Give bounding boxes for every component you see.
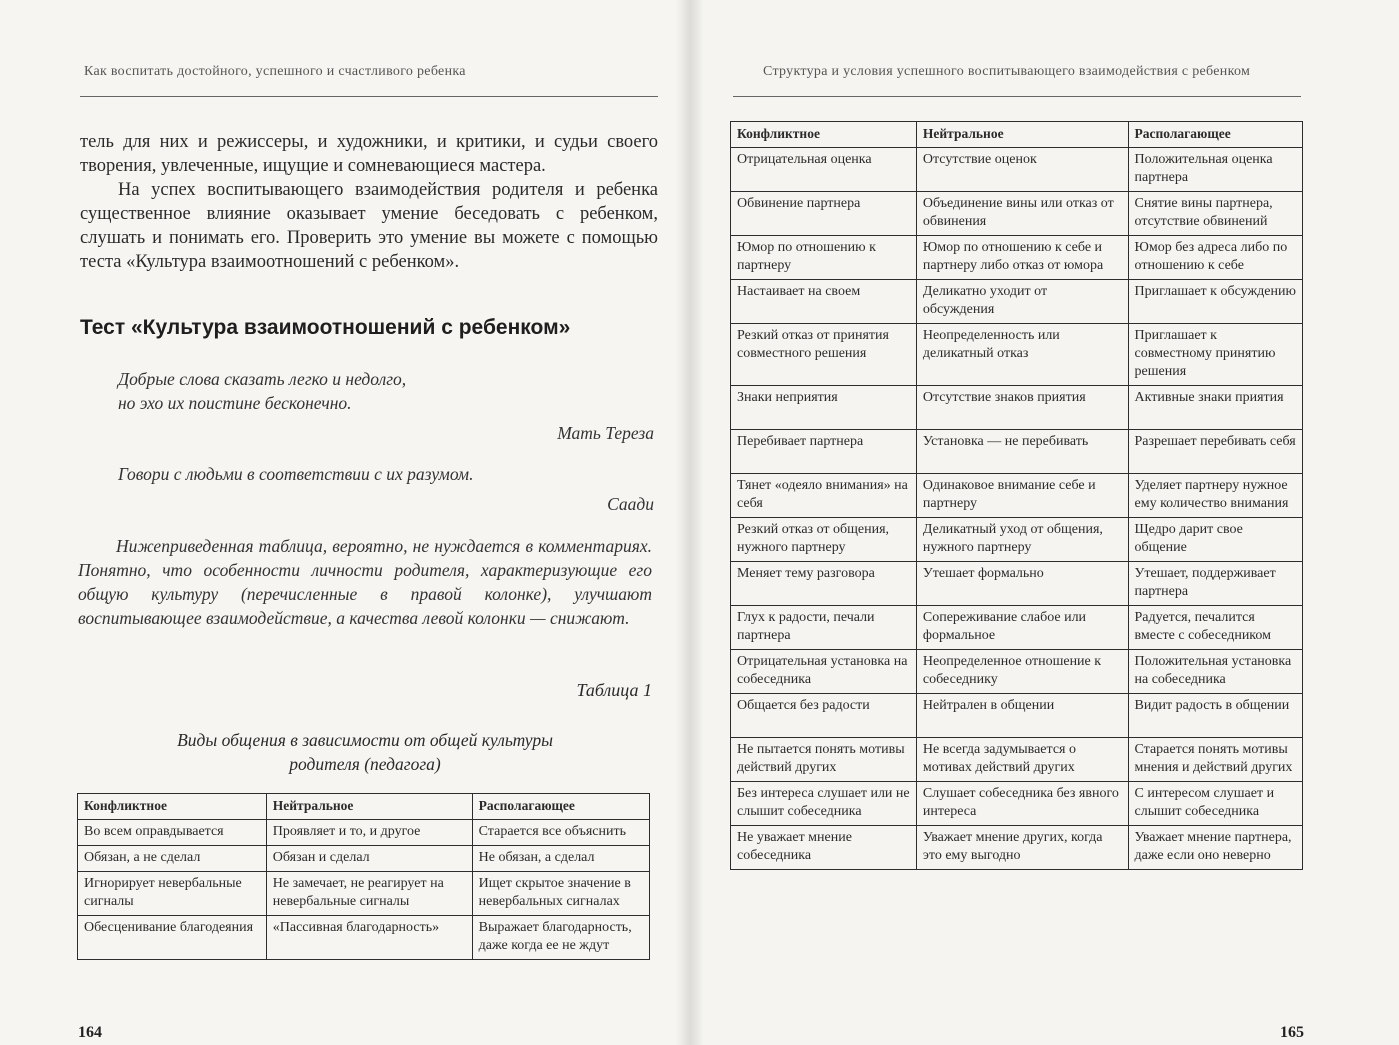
header-neutral: Нейтральное: [266, 794, 472, 820]
table-cell: Не замечает, не реагирует на невербальные сигналы: [266, 872, 472, 916]
table-cell: Резкий отказ от принятия совместного решения: [731, 324, 917, 386]
table-cell: Нейтрален в общении: [916, 694, 1128, 738]
epigraph-2-author: Саади: [607, 494, 654, 514]
table-cell: Проявляет и то, и другое: [266, 820, 472, 846]
table-cell: Приглашает к обсуждению: [1128, 280, 1302, 324]
epigraph-2-line-1: Говори с людьми в соответствии с их разумом.: [118, 464, 474, 484]
table-row: [78, 820, 650, 846]
table-cell: Юмор без адреса либо по отношению к себе: [1128, 236, 1302, 280]
header-neutral: Нейтральное: [916, 122, 1128, 148]
test-heading: Тест «Культура взаимоотношений с ребенком»: [80, 316, 571, 339]
table-caption-line-2: родителя (педагога): [289, 754, 441, 774]
table-cell: Утешает, поддерживает партнера: [1128, 562, 1302, 606]
table-row: [78, 872, 650, 916]
table-cell: Перебивает партнера: [731, 430, 917, 474]
table-cell: Обесценивание благодеяния: [78, 916, 267, 960]
table-cell: Одинаковое внимание себе и партнеру: [916, 474, 1128, 518]
table-cell: Слушает собеседника без явного интереса: [916, 782, 1128, 826]
table-cell: Не обязан, а сделал: [472, 846, 649, 872]
table-cell: Тянет «одеяло внимания» на себя: [731, 474, 917, 518]
table-cell: Игнорирует невербальные сигналы: [78, 872, 267, 916]
table-cell: Старается все объяснить: [472, 820, 649, 846]
table-header-row: [78, 794, 650, 820]
left-communication-table: [77, 793, 650, 960]
left-page-number: 164: [78, 1024, 102, 1041]
table-header-row: [731, 122, 1303, 148]
table-row: [731, 324, 1303, 386]
table-cell: Настаивает на своем: [731, 280, 917, 324]
table-cell: Обязан, а не сделал: [78, 846, 267, 872]
header-friendly: Располагающее: [472, 794, 649, 820]
table-cell: Не уважает мнение собеседника: [731, 826, 917, 870]
table-row: [731, 192, 1303, 236]
right-header-rule: [733, 96, 1301, 97]
table-cell: Юмор по отношению к партнеру: [731, 236, 917, 280]
table-cell: Обязан и сделал: [266, 846, 472, 872]
right-running-head: Структура и условия успешного воспитывающего взаимодействия с ребенком: [763, 64, 1251, 79]
right-page-number: 165: [1280, 1024, 1304, 1041]
table-cell: Обвинение партнера: [731, 192, 917, 236]
header-conflict: Конфликтное: [731, 122, 917, 148]
table-row: [731, 148, 1303, 192]
table-cell: Разрешает перебивать себя: [1128, 430, 1302, 474]
book-gutter: [676, 0, 704, 1045]
table-cell: Приглашает к совместному принятию решения: [1128, 324, 1302, 386]
table-caption: [130, 728, 600, 776]
left-running-head: Как воспитать достойного, успешного и счастливого ребенка: [84, 64, 466, 79]
table-cell: Выражает благодарность, даже когда ее не ждут: [472, 916, 649, 960]
table-row: [731, 518, 1303, 562]
table-cell: Во всем оправдывается: [78, 820, 267, 846]
intro-paragraph: Нижеприведенная таблица, вероятно, не нуждается в комментариях. Понятно, что особенности личности родителя, характеризующие его общую культуру (перечисленные в правой колонке), улучшают воспитывающее взаимодействие, а качества левой колонки — снижают.: [78, 536, 652, 628]
table-cell: С интересом слушает и слышит собеседника: [1128, 782, 1302, 826]
table-row: [731, 474, 1303, 518]
table-cell: Юмор по отношению к себе и партнеру либо отказ от юмора: [916, 236, 1128, 280]
table-cell: Знаки неприятия: [731, 386, 917, 430]
table-caption-line-1: Виды общения в зависимости от общей культуры: [177, 730, 553, 750]
table-cell: Не всегда задумывается о мотивах действий других: [916, 738, 1128, 782]
table-label: Таблица 1: [576, 680, 652, 700]
table-cell: Уважает мнение других, когда это ему выгодно: [916, 826, 1128, 870]
epigraph-2: [118, 462, 654, 516]
table-cell: Отрицательная установка на собеседника: [731, 650, 917, 694]
body-paragraph-2: На успех воспитывающего взаимодействия родителя и ребенка существенное влияние оказывает умение беседовать с ребенком, слушать и понимать его. Проверить это умение вы можете с помощью теста «Культура взаимоотношений с ребенком».: [80, 180, 658, 272]
table-cell: Щедро дарит свое общение: [1128, 518, 1302, 562]
table-cell: Деликатный уход от общения, нужного партнеру: [916, 518, 1128, 562]
table-cell: Без интереса слушает или не слышит собеседника: [731, 782, 917, 826]
table-cell: Радуется, печалится вместе с собеседником: [1128, 606, 1302, 650]
epigraph-1: [118, 367, 654, 445]
table-cell: Неопределенность или деликатный отказ: [916, 324, 1128, 386]
table-row: [731, 650, 1303, 694]
epigraph-1-line-1: Добрые слова сказать легко и недолго,: [118, 369, 407, 389]
table-row: [78, 916, 650, 960]
table-cell: Видит радость в общении: [1128, 694, 1302, 738]
table-cell: Ищет скрытое значение в невербальных сигналах: [472, 872, 649, 916]
header-conflict: Конфликтное: [78, 794, 267, 820]
table-cell: Меняет тему разговора: [731, 562, 917, 606]
table-cell: Деликатно уходит от обсуждения: [916, 280, 1128, 324]
table-cell: Неопределенное отношение к собеседнику: [916, 650, 1128, 694]
table-cell: Объединение вины или отказ от обвинения: [916, 192, 1128, 236]
table-row: [731, 826, 1303, 870]
header-friendly: Располагающее: [1128, 122, 1302, 148]
table-row: [731, 694, 1303, 738]
table-cell: Снятие вины партнера, отсутствие обвинений: [1128, 192, 1302, 236]
body-paragraph-1: тель для них и режиссеры, и художники, и критики, и судьи своего творения, увлеченные, ищущие и сомневающиеся мастера.: [80, 132, 658, 176]
table-row: [78, 846, 650, 872]
table-cell: Не пытается понять мотивы действий других: [731, 738, 917, 782]
epigraph-1-author: Мать Тереза: [557, 423, 654, 443]
table-row: [731, 562, 1303, 606]
table-cell: Глух к радости, печали партнера: [731, 606, 917, 650]
table-cell: Сопереживание слабое или формальное: [916, 606, 1128, 650]
table-cell: Старается понять мотивы мнения и действий других: [1128, 738, 1302, 782]
table-cell: Отрицательная оценка: [731, 148, 917, 192]
table-row: [731, 430, 1303, 474]
table-cell: Резкий отказ от общения, нужного партнеру: [731, 518, 917, 562]
epigraph-1-line-2: но эхо их поистине бесконечно.: [118, 393, 352, 413]
table-cell: Отсутствие знаков приятия: [916, 386, 1128, 430]
table-row: [731, 386, 1303, 430]
table-cell: Уважает мнение партнера, даже если оно неверно: [1128, 826, 1302, 870]
table-cell: Утешает формально: [916, 562, 1128, 606]
table-cell: Отсутствие оценок: [916, 148, 1128, 192]
left-header-rule: [80, 96, 658, 97]
table-cell: «Пассивная благодарность»: [266, 916, 472, 960]
right-communication-table: [730, 121, 1303, 870]
table-row: [731, 738, 1303, 782]
table-row: [731, 606, 1303, 650]
table-row: [731, 236, 1303, 280]
table-cell: Активные знаки приятия: [1128, 386, 1302, 430]
table-cell: Положительная оценка партнера: [1128, 148, 1302, 192]
table-row: [731, 782, 1303, 826]
table-cell: Уделяет партнеру нужное ему количество внимания: [1128, 474, 1302, 518]
left-body-text: [80, 130, 658, 274]
table-cell: Общается без радости: [731, 694, 917, 738]
table-cell: Установка — не перебивать: [916, 430, 1128, 474]
table-row: [731, 280, 1303, 324]
table-cell: Положительная установка на собеседника: [1128, 650, 1302, 694]
